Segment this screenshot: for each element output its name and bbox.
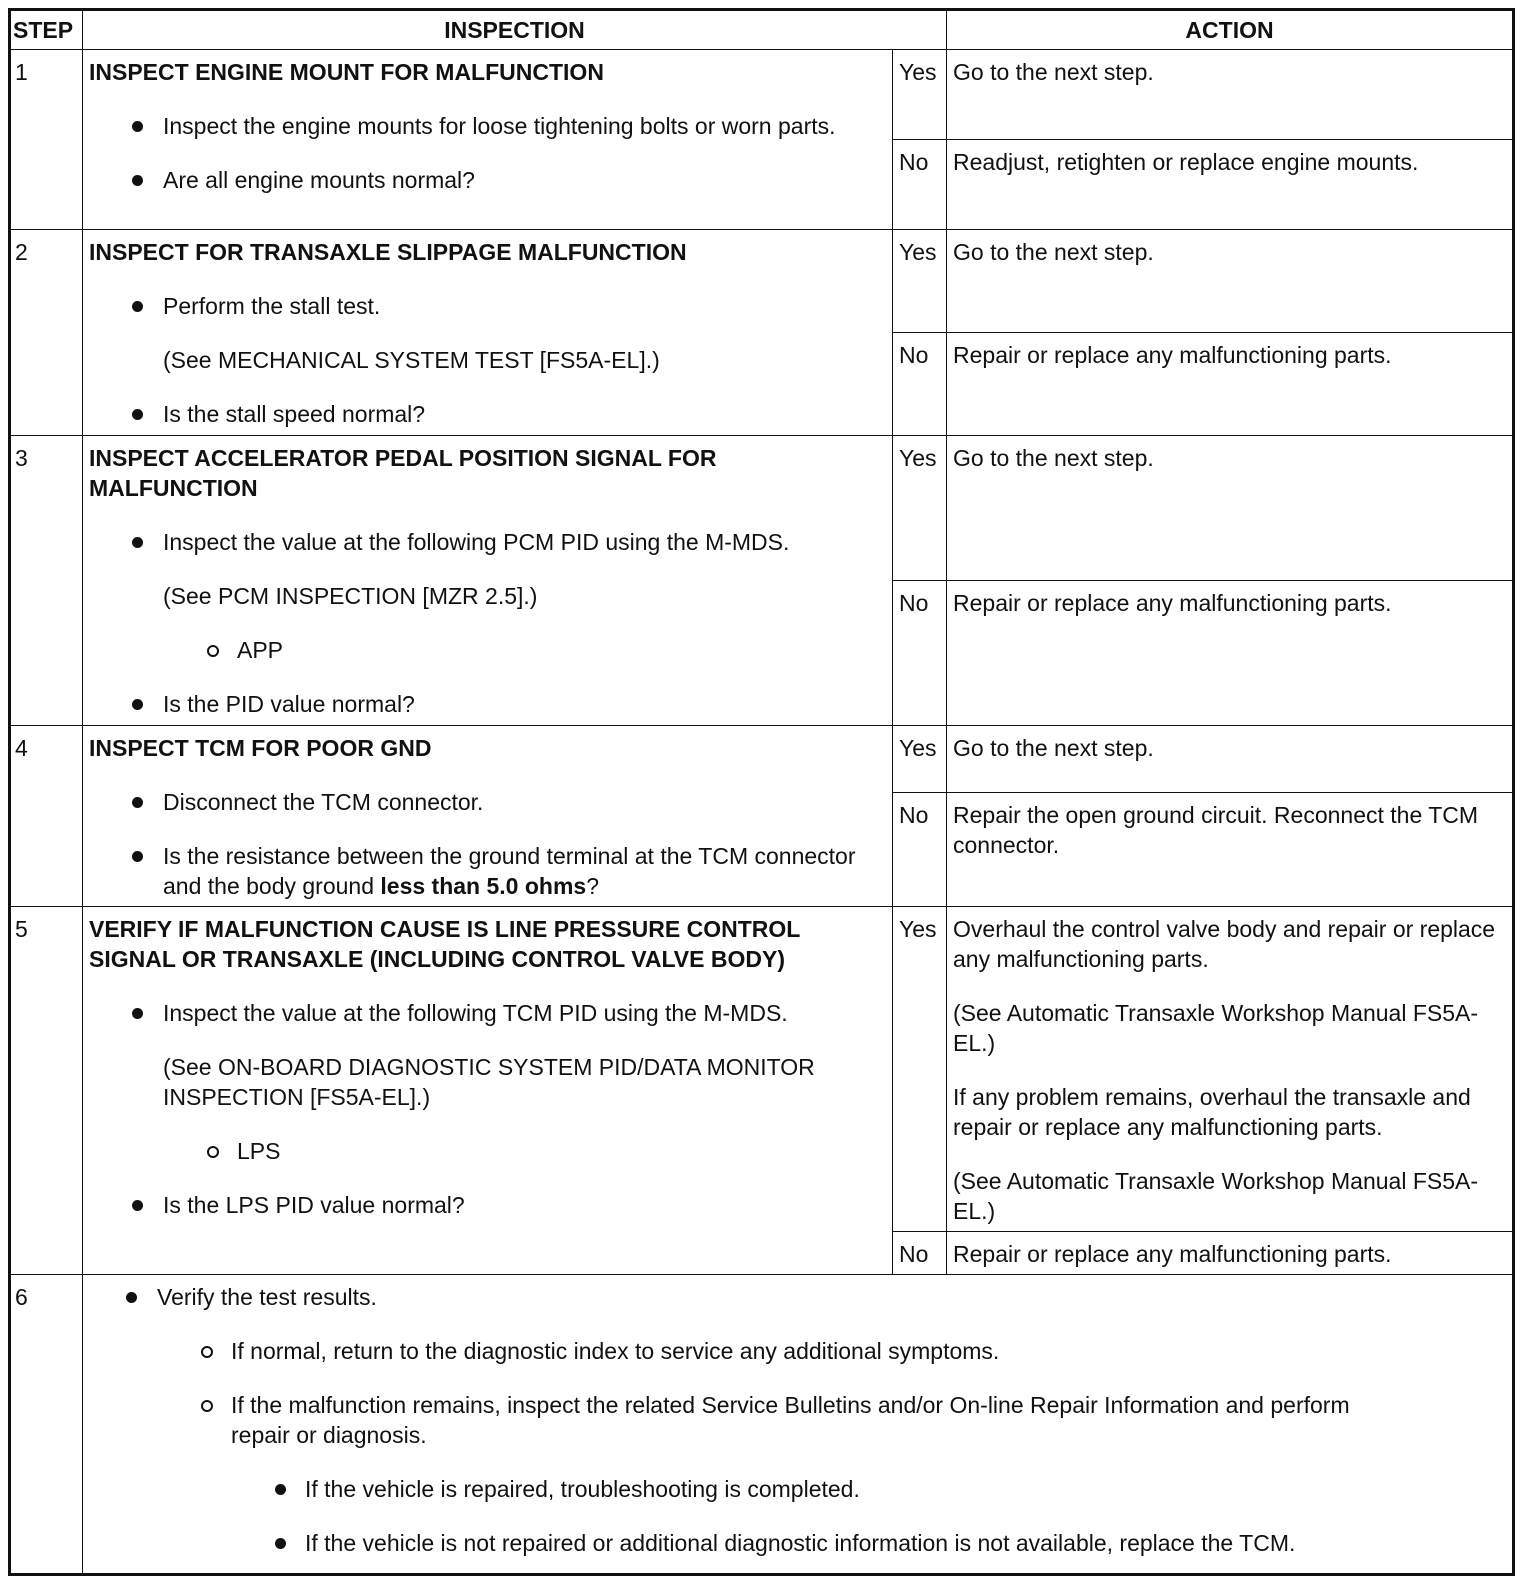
reference-note: (See ON-BOARD DIAGNOSTIC SYSTEM PID/DATA MONITOR INSPECTION [FS5A-EL].) [163, 1054, 815, 1110]
bullet-item: Inspect the value at the following TCM PID using the M-MDS. [89, 998, 886, 1028]
bullet-item: Is the LPS PID value normal? [89, 1190, 886, 1220]
header-row [10, 10, 1514, 50]
sub-item: LPS [89, 1136, 886, 1166]
action-paragraph: If any problem remains, overhaul the transaxle and repair or replace any malfunctioning parts. [953, 1084, 1471, 1140]
no-label: No [893, 1232, 947, 1275]
step-2-inspection [83, 230, 893, 436]
step-number: 2 [10, 230, 83, 436]
step-number: 6 [10, 1275, 83, 1575]
step-1-yes-row [10, 50, 1514, 140]
step-6-content [83, 1275, 1514, 1575]
step-title: INSPECT FOR TRANSAXLE SLIPPAGE MALFUNCTION [89, 239, 687, 265]
no-label: No [893, 581, 947, 726]
yes-label: Yes [893, 230, 947, 333]
yes-label: Yes [893, 50, 947, 140]
step-title: INSPECT ACCELERATOR PEDAL POSITION SIGNAL FOR MALFUNCTION [89, 445, 717, 501]
step-number: 5 [10, 907, 83, 1275]
no-label: No [893, 793, 947, 907]
no-action: Repair the open ground circuit. Reconnect the TCM connector. [947, 793, 1514, 907]
yes-action [947, 907, 1514, 1232]
reference-note: (See PCM INSPECTION [MZR 2.5].) [163, 583, 538, 609]
step-6-row [10, 1275, 1514, 1575]
sub-sub-item: If the vehicle is not repaired or additional diagnostic information is not available, replace the TCM. [83, 1528, 1506, 1558]
no-action: Readjust, retighten or replace engine mounts. [947, 140, 1514, 230]
sub-item: If normal, return to the diagnostic index to service any additional symptoms. [83, 1336, 1506, 1366]
step-1-inspection [83, 50, 893, 230]
step-title: INSPECT TCM FOR POOR GND [89, 735, 432, 761]
bullet-item: Are all engine mounts normal? [89, 165, 886, 195]
step-number: 1 [10, 50, 83, 230]
no-label: No [893, 140, 947, 230]
yes-action: Go to the next step. [947, 726, 1514, 793]
diagnostic-table [8, 8, 1515, 1576]
yes-action: Go to the next step. [947, 230, 1514, 333]
sub-sub-item: If the vehicle is repaired, troubleshooting is completed. [83, 1474, 1506, 1504]
inspection-header: INSPECTION [83, 10, 947, 50]
yes-action: Go to the next step. [947, 436, 1514, 581]
bullet-item [89, 841, 886, 901]
bullet-emphasis: less than 5.0 ohms [380, 873, 587, 899]
action-paragraph: Overhaul the control valve body and repair or replace any malfunctioning parts. [953, 916, 1496, 972]
step-3-yes-row [10, 436, 1514, 581]
yes-action: Go to the next step. [947, 50, 1514, 140]
step-3-inspection [83, 436, 893, 726]
bullet-item: Is the stall speed normal? [89, 399, 886, 429]
bullet-item: Verify the test results. [83, 1282, 1506, 1312]
sub-item: APP [89, 635, 886, 665]
reference-note: (See MECHANICAL SYSTEM TEST [FS5A-EL].) [163, 347, 660, 373]
step-5-yes-row [10, 907, 1514, 1232]
bullet-item: Perform the stall test. [89, 291, 886, 321]
no-label: No [893, 333, 947, 436]
bullet-item: Disconnect the TCM connector. [89, 787, 886, 817]
bullet-text: Is the resistance between the ground terminal at the TCM connector and the body ground [163, 843, 856, 899]
no-action: Repair or replace any malfunctioning parts. [947, 1232, 1514, 1275]
step-2-yes-row [10, 230, 1514, 333]
bullet-item: Is the PID value normal? [89, 689, 886, 719]
action-header: ACTION [947, 10, 1514, 50]
action-paragraph: (See Automatic Transaxle Workshop Manual FS5A-EL.) [953, 1168, 1478, 1224]
step-4-yes-row [10, 726, 1514, 793]
step-4-inspection [83, 726, 893, 907]
no-action: Repair or replace any malfunctioning parts. [947, 581, 1514, 726]
action-paragraph: (See Automatic Transaxle Workshop Manual FS5A-EL.) [953, 1000, 1478, 1056]
step-number: 4 [10, 726, 83, 907]
step-number: 3 [10, 436, 83, 726]
step-title: INSPECT ENGINE MOUNT FOR MALFUNCTION [89, 59, 604, 85]
no-action: Repair or replace any malfunctioning parts. [947, 333, 1514, 436]
yes-label: Yes [893, 436, 947, 581]
step-header: STEP [10, 10, 83, 50]
sub-item: If the malfunction remains, inspect the related Service Bulletins and/or On-line Repair Information and perform repair or diagnosis. [83, 1390, 1506, 1450]
step-title: VERIFY IF MALFUNCTION CAUSE IS LINE PRESSURE CONTROL SIGNAL OR TRANSAXLE (INCLUDING CONTROL VALVE BODY) [89, 916, 800, 972]
bullet-item: Inspect the engine mounts for loose tightening bolts or worn parts. [89, 111, 886, 141]
bullet-item: Inspect the value at the following PCM PID using the M-MDS. [89, 527, 886, 557]
yes-label: Yes [893, 907, 947, 1232]
yes-label: Yes [893, 726, 947, 793]
bullet-text-end: ? [586, 873, 600, 899]
step-5-inspection [83, 907, 893, 1275]
